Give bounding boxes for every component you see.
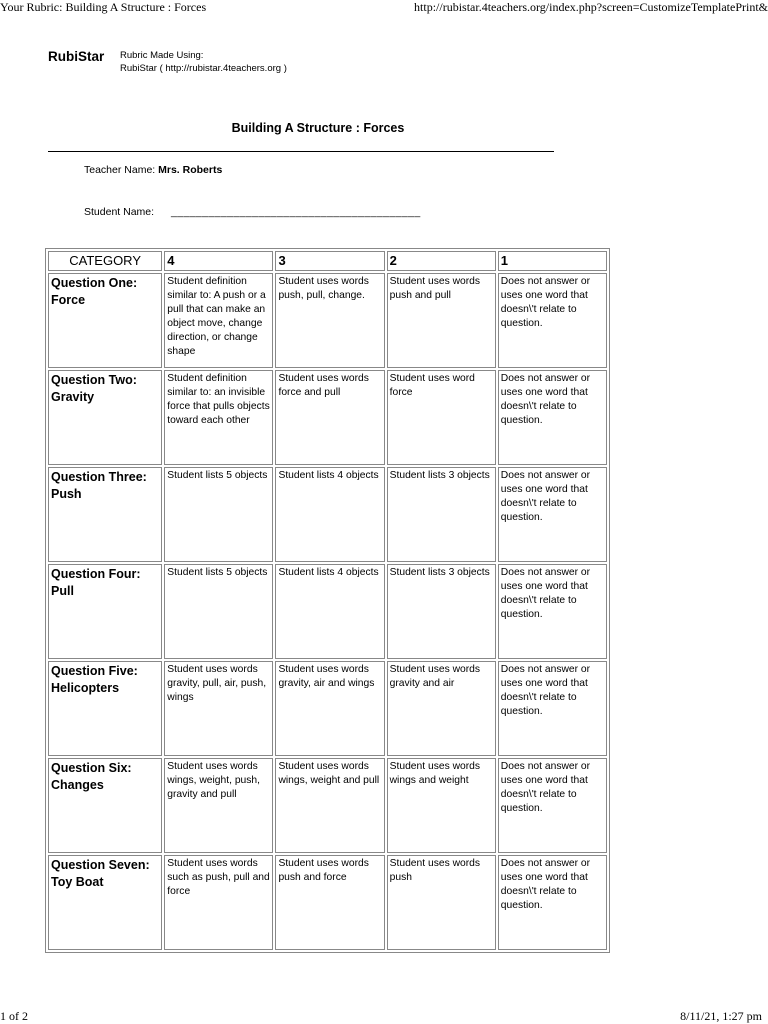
rubric-title: Building A Structure : Forces	[231, 121, 405, 135]
made-using-line1: Rubric Made Using:	[120, 50, 204, 61]
score-3-cell: Student uses words push and force	[275, 855, 384, 950]
student-name-blank: ________________________________________	[170, 206, 421, 218]
table-row	[48, 661, 607, 756]
table-row	[48, 370, 607, 465]
header-category: CATEGORY	[48, 251, 162, 271]
score-1-cell: Does not answer or uses one word that doesn\'t relate to question.	[498, 370, 607, 465]
rubric-table	[45, 248, 610, 953]
rubric-header-row	[48, 251, 607, 271]
student-name-row	[84, 206, 421, 218]
teacher-name-row	[84, 164, 222, 176]
table-row	[48, 758, 607, 853]
page-count: 1 of 2	[0, 1009, 28, 1023]
header-score-3: 3	[275, 251, 384, 271]
score-1-cell: Does not answer or uses one word that doesn\'t relate to question.	[498, 855, 607, 950]
category-cell: Question Seven: Toy Boat	[48, 855, 162, 950]
category-cell: Question Three: Push	[48, 467, 162, 562]
teacher-name-value: Mrs. Roberts	[158, 164, 223, 176]
score-3-cell: Student uses words force and pull	[275, 370, 384, 465]
score-2-cell: Student uses words gravity and air	[387, 661, 496, 756]
table-row	[48, 855, 607, 950]
header-score-1: 1	[498, 251, 607, 271]
header-score-4: 4	[164, 251, 273, 271]
score-4-cell: Student definition similar to: A push or a pull that can make an object move, change direction, or change shape	[164, 273, 273, 368]
header-score-2: 2	[387, 251, 496, 271]
teacher-name-label: Teacher Name:	[84, 164, 156, 176]
rubistar-logo: RubiStar	[48, 49, 105, 64]
score-4-cell: Student uses words such as push, pull and force	[164, 855, 273, 950]
score-2-cell: Student lists 3 objects	[387, 564, 496, 659]
score-2-cell: Student lists 3 objects	[387, 467, 496, 562]
title-divider	[48, 151, 554, 152]
score-4-cell: Student uses words wings, weight, push, gravity and pull	[164, 758, 273, 853]
score-4-cell: Student definition similar to: an invisible force that pulls objects toward each other	[164, 370, 273, 465]
table-row	[48, 467, 607, 562]
category-cell: Question Five: Helicopters	[48, 661, 162, 756]
score-2-cell: Student uses word force	[387, 370, 496, 465]
print-url: http://rubistar.4teachers.org/index.php?screen=CustomizeTemplatePrint&	[414, 0, 768, 14]
score-1-cell: Does not answer or uses one word that doesn\'t relate to question.	[498, 273, 607, 368]
score-2-cell: Student uses words wings and weight	[387, 758, 496, 853]
score-3-cell: Student lists 4 objects	[275, 467, 384, 562]
category-cell: Question Two: Gravity	[48, 370, 162, 465]
score-2-cell: Student uses words push	[387, 855, 496, 950]
table-row	[48, 273, 607, 368]
score-1-cell: Does not answer or uses one word that doesn\'t relate to question.	[498, 564, 607, 659]
score-4-cell: Student uses words gravity, pull, air, push, wings	[164, 661, 273, 756]
score-3-cell: Student uses words push, pull, change.	[275, 273, 384, 368]
score-3-cell: Student uses words gravity, air and wings	[275, 661, 384, 756]
student-name-label: Student Name:	[84, 206, 155, 218]
score-4-cell: Student lists 5 objects	[164, 467, 273, 562]
score-3-cell: Student uses words wings, weight and pull	[275, 758, 384, 853]
score-1-cell: Does not answer or uses one word that doesn\'t relate to question.	[498, 661, 607, 756]
score-3-cell: Student lists 4 objects	[275, 564, 384, 659]
score-1-cell: Does not answer or uses one word that doesn\'t relate to question.	[498, 467, 607, 562]
made-using-line2: RubiStar ( http://rubistar.4teachers.org )	[120, 63, 287, 74]
category-cell: Question One: Force	[48, 273, 162, 368]
score-2-cell: Student uses words push and pull	[387, 273, 496, 368]
print-timestamp: 8/11/21, 1:27 pm	[680, 1009, 762, 1023]
score-4-cell: Student lists 5 objects	[164, 564, 273, 659]
print-page-title: Your Rubric: Building A Structure : Forces	[0, 0, 207, 14]
score-1-cell: Does not answer or uses one word that doesn\'t relate to question.	[498, 758, 607, 853]
table-row	[48, 564, 607, 659]
category-cell: Question Six: Changes	[48, 758, 162, 853]
made-using-note	[120, 49, 287, 75]
category-cell: Question Four: Pull	[48, 564, 162, 659]
